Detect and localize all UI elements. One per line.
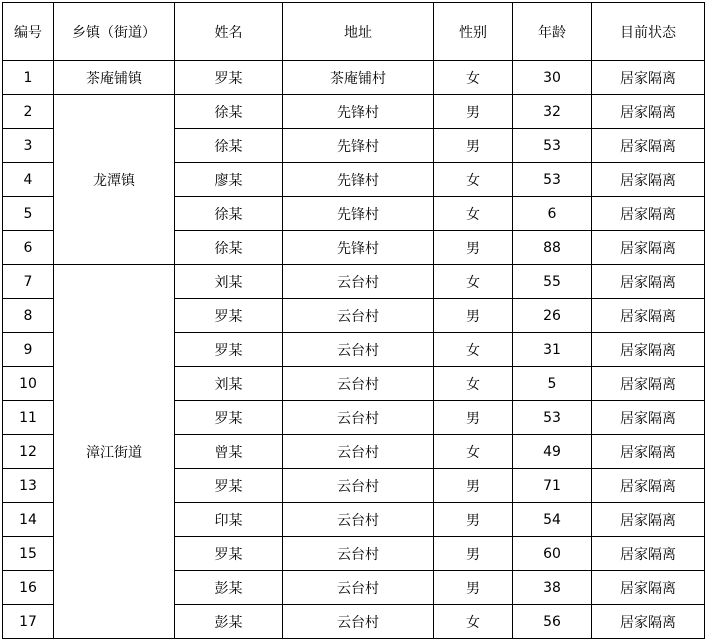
cell-status: 居家隔离 — [592, 95, 705, 129]
cell-age: 55 — [513, 265, 592, 299]
header-cell-number: 编号 — [3, 3, 54, 61]
cell-number: 6 — [3, 231, 54, 265]
cell-name: 印某 — [175, 503, 283, 537]
cell-number: 11 — [3, 401, 54, 435]
header-cell-age: 年龄 — [513, 3, 592, 61]
cell-status: 居家隔离 — [592, 265, 705, 299]
cell-status: 居家隔离 — [592, 163, 705, 197]
cell-age: 30 — [513, 61, 592, 95]
cell-sex: 男 — [434, 231, 513, 265]
cell-status: 居家隔离 — [592, 367, 705, 401]
cell-sex: 女 — [434, 265, 513, 299]
cell-address: 云台村 — [283, 469, 434, 503]
cell-sex: 女 — [434, 197, 513, 231]
cell-age: 49 — [513, 435, 592, 469]
table-body — [3, 3, 705, 639]
cell-address: 云台村 — [283, 571, 434, 605]
cell-age: 71 — [513, 469, 592, 503]
cell-sex: 女 — [434, 163, 513, 197]
header-cell-sex: 性别 — [434, 3, 513, 61]
cell-address: 云台村 — [283, 299, 434, 333]
cell-address: 云台村 — [283, 435, 434, 469]
cell-address: 云台村 — [283, 265, 434, 299]
cell-age: 88 — [513, 231, 592, 265]
cell-status: 居家隔离 — [592, 231, 705, 265]
cell-address: 云台村 — [283, 537, 434, 571]
cell-address: 云台村 — [283, 605, 434, 639]
cell-name: 彭某 — [175, 605, 283, 639]
cell-sex: 男 — [434, 299, 513, 333]
cell-address: 先锋村 — [283, 95, 434, 129]
cell-status: 居家隔离 — [592, 537, 705, 571]
header-cell-address: 地址 — [283, 3, 434, 61]
cell-name: 刘某 — [175, 265, 283, 299]
cell-sex: 女 — [434, 435, 513, 469]
cell-status: 居家隔离 — [592, 605, 705, 639]
cell-sex: 男 — [434, 401, 513, 435]
cell-status: 居家隔离 — [592, 469, 705, 503]
cell-name: 廖某 — [175, 163, 283, 197]
cell-age: 31 — [513, 333, 592, 367]
table-row — [3, 95, 705, 129]
cell-sex: 男 — [434, 571, 513, 605]
header-cell-name: 姓名 — [175, 3, 283, 61]
cell-number: 7 — [3, 265, 54, 299]
cell-address: 先锋村 — [283, 163, 434, 197]
cell-age: 53 — [513, 401, 592, 435]
cell-status: 居家隔离 — [592, 61, 705, 95]
cell-number: 1 — [3, 61, 54, 95]
table-row — [3, 61, 705, 95]
cell-number: 8 — [3, 299, 54, 333]
cell-name: 彭某 — [175, 571, 283, 605]
cell-status: 居家隔离 — [592, 197, 705, 231]
cell-age: 53 — [513, 163, 592, 197]
cell-sex: 男 — [434, 469, 513, 503]
cell-number: 13 — [3, 469, 54, 503]
cell-name: 罗某 — [175, 469, 283, 503]
cell-sex: 女 — [434, 605, 513, 639]
cell-address: 云台村 — [283, 401, 434, 435]
cell-town: 茶庵铺镇 — [54, 61, 175, 95]
cell-name: 徐某 — [175, 129, 283, 163]
header-cell-status: 目前状态 — [592, 3, 705, 61]
cell-status: 居家隔离 — [592, 401, 705, 435]
cell-number: 14 — [3, 503, 54, 537]
cell-number: 12 — [3, 435, 54, 469]
cell-age: 38 — [513, 571, 592, 605]
cell-name: 徐某 — [175, 197, 283, 231]
cell-address: 云台村 — [283, 503, 434, 537]
cell-name: 罗某 — [175, 537, 283, 571]
cell-status: 居家隔离 — [592, 299, 705, 333]
cell-age: 5 — [513, 367, 592, 401]
cell-number: 10 — [3, 367, 54, 401]
cell-age: 60 — [513, 537, 592, 571]
cell-name: 曾某 — [175, 435, 283, 469]
cell-status: 居家隔离 — [592, 435, 705, 469]
cell-name: 罗某 — [175, 61, 283, 95]
cell-age: 32 — [513, 95, 592, 129]
table-row — [3, 265, 705, 299]
cell-address: 先锋村 — [283, 197, 434, 231]
cell-sex: 女 — [434, 61, 513, 95]
cell-name: 罗某 — [175, 333, 283, 367]
cell-sex: 女 — [434, 333, 513, 367]
cell-name: 罗某 — [175, 401, 283, 435]
cell-number: 15 — [3, 537, 54, 571]
cell-sex: 男 — [434, 503, 513, 537]
cell-address: 茶庵铺村 — [283, 61, 434, 95]
cell-address: 云台村 — [283, 367, 434, 401]
cell-status: 居家隔离 — [592, 129, 705, 163]
cell-name: 徐某 — [175, 95, 283, 129]
cell-number: 3 — [3, 129, 54, 163]
cell-number: 17 — [3, 605, 54, 639]
cell-address: 先锋村 — [283, 231, 434, 265]
isolation-table — [2, 2, 705, 639]
cell-town: 龙潭镇 — [54, 95, 175, 265]
header-row — [3, 3, 705, 61]
cell-sex: 男 — [434, 537, 513, 571]
cell-age: 6 — [513, 197, 592, 231]
cell-address: 先锋村 — [283, 129, 434, 163]
cell-town: 漳江街道 — [54, 265, 175, 639]
cell-name: 罗某 — [175, 299, 283, 333]
cell-age: 26 — [513, 299, 592, 333]
cell-age: 54 — [513, 503, 592, 537]
cell-number: 4 — [3, 163, 54, 197]
cell-sex: 女 — [434, 367, 513, 401]
cell-address: 云台村 — [283, 333, 434, 367]
cell-age: 53 — [513, 129, 592, 163]
cell-status: 居家隔离 — [592, 333, 705, 367]
cell-name: 刘某 — [175, 367, 283, 401]
cell-name: 徐某 — [175, 231, 283, 265]
cell-sex: 男 — [434, 129, 513, 163]
header-cell-town: 乡镇（街道） — [54, 3, 175, 61]
cell-number: 9 — [3, 333, 54, 367]
cell-status: 居家隔离 — [592, 503, 705, 537]
cell-status: 居家隔离 — [592, 571, 705, 605]
cell-number: 16 — [3, 571, 54, 605]
cell-number: 2 — [3, 95, 54, 129]
cell-age: 56 — [513, 605, 592, 639]
cell-number: 5 — [3, 197, 54, 231]
cell-sex: 男 — [434, 95, 513, 129]
